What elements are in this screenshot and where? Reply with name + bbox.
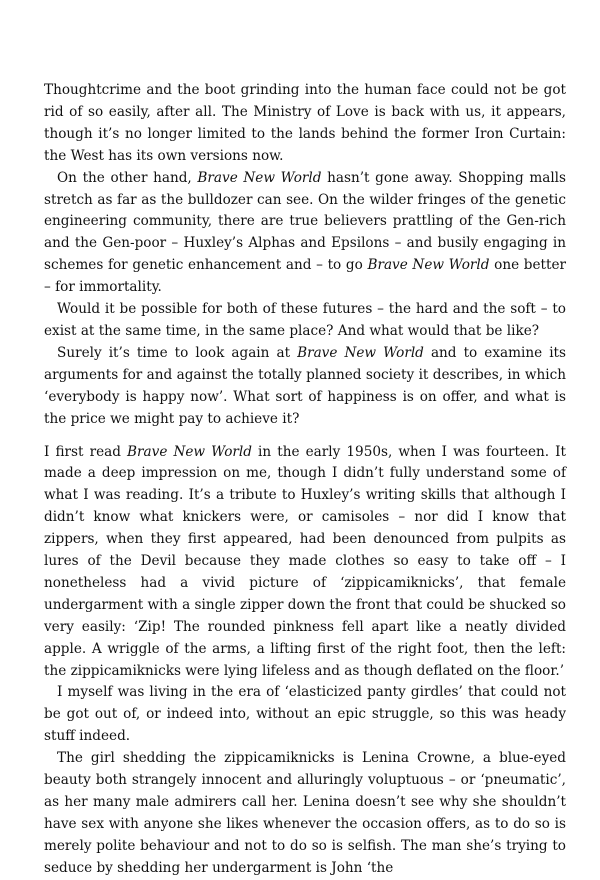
book-title: Brave New World (297, 344, 424, 361)
text-run: and to examine its arguments for and against the totally planned society it describes, in which ‘everybody is happy now’. What sort of happiness is on offer, and what is the price we might pay to achieve it? (44, 344, 566, 427)
book-title: Brave New World (197, 169, 322, 186)
text-run: in the early 1950s, when I was fourteen. It made a deep impression on me, though I didn’t fully understand some of what I was reading. It’s a tribute to Huxley’s writing skills that although I didn’t know what knickers were, or camisoles – nor did I know that zippers, when they first appeared, had been denounced from pulpits as lures of the Devil because they made clothes so easy to take off – I nonetheless had a vivid picture of ‘zippicamiknicks’, that female undergarment with a single zipper down the front that could be shucked so very easily: ‘Zip! The rounded pinkness fell apart like a neatly divided apple. A wriggle of the arms, a lifting first of the right foot, then the left: the zippicamiknicks were lying lifeless and as though deflated on the floor.’ (44, 443, 567, 679)
paragraph (44, 299, 566, 343)
text-run: Surely it’s time to look again at (57, 344, 298, 361)
paragraph (44, 682, 566, 748)
paragraph (44, 442, 566, 683)
text-run: Thoughtcrime and the boot grinding into the human face could not be got rid of so easily, after all. The Ministry of Love is back with us, it appears, though it’s no longer limited to the lands behind the former Iron Curtain: the West has its own versions now. (44, 82, 566, 164)
book-title: Brave New World (367, 257, 490, 274)
text-run: I myself was living in the era of ‘elasticized panty girdles’ that could not be got out of, or indeed into, without an epic struggle, so this was heady stuff indeed. (44, 684, 566, 745)
text-run: I first read (44, 443, 128, 460)
text-run: hasn’t gone away. Shopping malls stretch as far as the bulldozer can see. On the wilder fringes of the genetic engineering community, there are true believers prattling of the Gen-rich and the Gen-poor – Huxley’s Alphas and Epsilons – and busily engaging in schemes for genetic enhancement and – to go (44, 169, 566, 274)
paragraph (44, 80, 566, 168)
book-title: Brave New World (127, 443, 252, 460)
text-run: one better – for immortality. (44, 257, 567, 296)
text-run: The girl shedding the zippicamiknicks is Lenina Crowne, a blue-eyed beauty both strangely innocent and alluringly voluptuous – or ‘pneumatic’, as her many male admirers call her. Lenina doesn’t see why she shouldn’t have sex with anyone she likes whenever the occasion offers, as to do so is merely polite behaviour and not to do so is selfish. The man she’s trying to seduce by shedding her undergarment is John ‘the (44, 750, 566, 876)
text-run: On the other hand, (57, 169, 198, 186)
paragraph (44, 343, 566, 431)
page-body (44, 80, 566, 880)
text-run: Would it be possible for both of these futures – the hard and the soft – to exist at the same time, in the same place? And what would that be like? (44, 301, 566, 339)
paragraph (44, 748, 566, 879)
paragraph (44, 168, 566, 299)
